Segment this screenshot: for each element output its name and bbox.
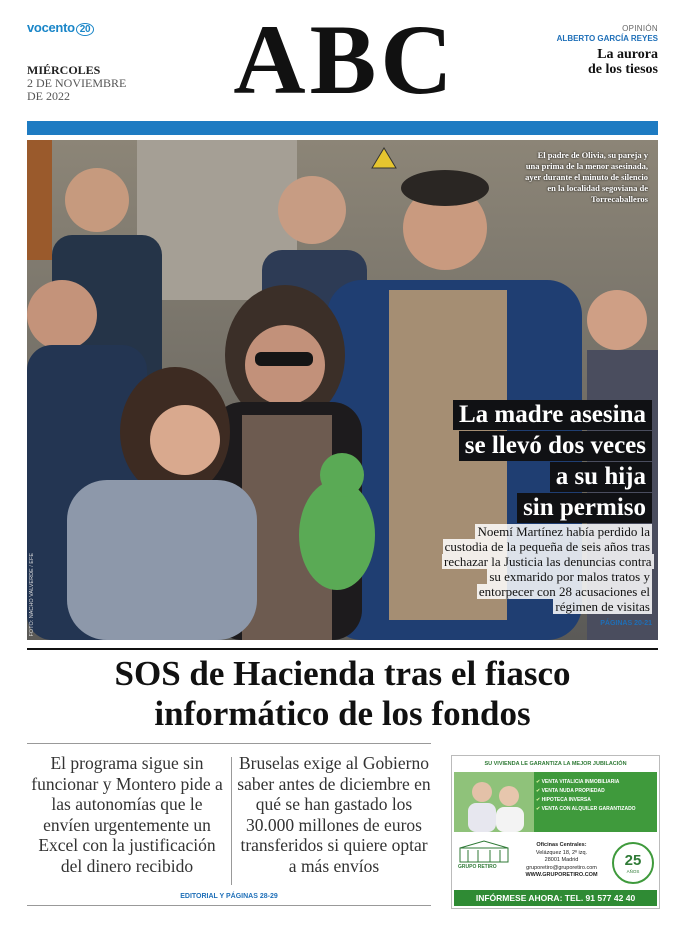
ad-service-item: ✔ HIPOTECA INVERSA bbox=[536, 796, 636, 805]
opinion-title-line1: La aurora bbox=[597, 47, 658, 62]
column-divider bbox=[231, 757, 232, 885]
ad-couple-image bbox=[454, 772, 534, 832]
ad-green-panel bbox=[454, 772, 657, 832]
ad-services-list bbox=[536, 778, 636, 814]
photo-credit: FOTO: NACHO VALVERDE / EFE bbox=[29, 552, 35, 636]
cover-summary-text: Noemí Martínez había perdido la custodia de la pequeña de seis años tras rechazar la Justicia las denuncias contra su exmarido por malos tratos y entorpecer con 28 acusaciones el régimen de visitas bbox=[444, 524, 652, 614]
ad-office-city: 28001 Madrid bbox=[544, 857, 579, 863]
main-headline[interactable] bbox=[27, 654, 658, 734]
cover-headline[interactable] bbox=[453, 400, 652, 524]
ad-tagline: SU VIVIENDA LE GARANTIZA LA MEJOR JUBILACIÓN bbox=[484, 761, 627, 767]
building-icon bbox=[458, 840, 510, 864]
photo-caption: El padre de Olivia, su pareja y una prima de la menor asesinada, ayer durante el minuto de silencio en la localidad segoviana de Torrecaballeros bbox=[525, 150, 648, 204]
ad-service-item: ✔ VENTA NUDA PROPIEDAD bbox=[536, 787, 636, 796]
story-bottom-rule bbox=[27, 905, 431, 906]
cover-summary bbox=[442, 524, 652, 631]
issue-weekday: MIÉRCOLES bbox=[27, 63, 101, 77]
cover-pages-ref[interactable]: PÁGINAS 20-21 bbox=[600, 620, 652, 627]
section-rule bbox=[27, 648, 658, 650]
ad-office-web[interactable]: WWW.GRUPORETIRO.COM bbox=[525, 872, 598, 878]
masthead-blue-rule bbox=[27, 121, 658, 135]
cover-headline-line: sin permiso bbox=[517, 493, 652, 523]
story-column-1: El programa sigue sin funcionar y Montero pide a las autonomías que le envíen urgentemente un Excel con la justificación del dinero recibido bbox=[31, 753, 223, 876]
ad-office-title: Oficinas Centrales: bbox=[536, 842, 587, 848]
ad-office-address bbox=[514, 842, 609, 880]
vocento-logo bbox=[27, 20, 94, 35]
issue-date bbox=[27, 64, 126, 103]
opinion-teaser[interactable] bbox=[557, 24, 658, 77]
cover-photo[interactable] bbox=[27, 140, 658, 640]
ad-badge-text: AÑOS bbox=[626, 869, 640, 874]
issue-date-line1: 2 DE NOVIEMBRE bbox=[27, 76, 127, 90]
vocento-wordmark: vocento bbox=[27, 20, 75, 35]
vocento-anniversary: 20 bbox=[76, 23, 95, 36]
opinion-author: ALBERTO GARCÍA REYES bbox=[556, 34, 658, 43]
opinion-title-line2: de los tiesos bbox=[588, 62, 658, 77]
ad-info bbox=[452, 836, 659, 888]
main-headline-line1: SOS de Hacienda tras el fiasco bbox=[114, 654, 571, 693]
ad-service-item: ✔ VENTA CON ALQUILER GARANTIZADO bbox=[536, 805, 636, 814]
ad-service-item: ✔ VENTA VITALICIA INMOBILIARIA bbox=[536, 778, 636, 787]
cover-headline-line: se llevó dos veces bbox=[459, 431, 652, 461]
ad-brand: GRUPO RETIRO bbox=[458, 864, 497, 870]
ad-anniversary-badge bbox=[612, 842, 654, 884]
main-headline-line2: informático de los fondos bbox=[154, 694, 531, 733]
advertisement[interactable] bbox=[451, 755, 660, 909]
ad-phone-banner[interactable]: INFÓRMESE AHORA: TEL. 91 577 42 40 bbox=[454, 890, 657, 906]
ad-badge-number: 25 bbox=[624, 852, 642, 869]
opinion-kicker: OPINIÓN bbox=[622, 24, 658, 33]
issue-date-line2: DE 2022 bbox=[27, 89, 70, 103]
ad-office-email[interactable]: gruporetiro@gruporetiro.com bbox=[526, 864, 597, 871]
story-top-rule bbox=[27, 743, 431, 744]
story-pages-ref[interactable]: EDITORIAL Y PÁGINAS 28-29 bbox=[180, 893, 278, 900]
cover-headline-line: La madre asesina bbox=[453, 400, 652, 430]
story-column-2: Bruselas exige al Gobierno saber antes de diciembre en qué se han gastado los 30.000 millones de euros transferidos si quiere optar a más envíos bbox=[237, 753, 431, 876]
cover-headline-line: a su hija bbox=[550, 462, 652, 492]
abc-logo: ABC bbox=[233, 4, 457, 115]
ad-office-street: Velázquez 18, 2º izq. bbox=[535, 849, 588, 856]
